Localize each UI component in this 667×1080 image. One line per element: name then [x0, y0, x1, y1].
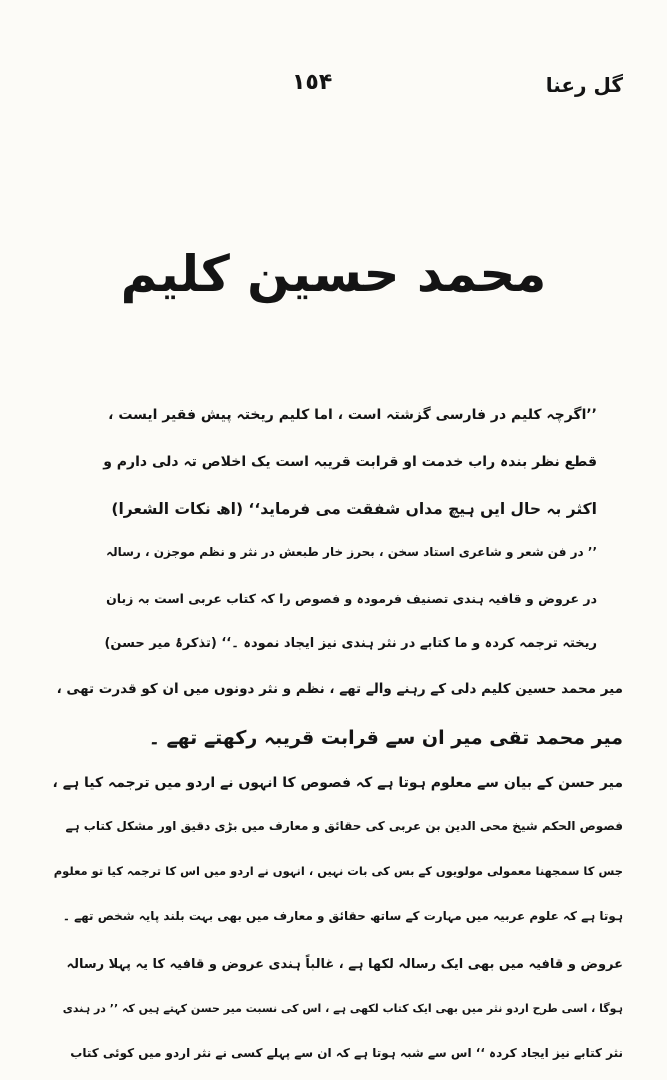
- text-line-4: ’’ در فن شعر و شاعری استاد سخن ، بحرز خار طبعش در نثر و نظم موجزن ، رسالہ: [106, 545, 597, 559]
- text-line-5: در عروض و قافیہ ہندی تصنیف فرمودہ و فصوص را کہ کتاب عربی است بہ زبان: [106, 591, 597, 606]
- text-line-6: ریختہ ترجمہ کردہ و ما کتابے در نثر ہندی نیز ایجاد نمودہ ۔‘‘ (تذکرۂ میر حسن): [104, 636, 597, 651]
- page-number: ١٥۴: [292, 70, 333, 95]
- text-line-10: فصوص الحکم شیخ محی الدین بن عربی کی حقائق و معارف میں بڑی دقیق اور مشکل کتاب ہے: [65, 819, 623, 833]
- text-line-14: ہوگا ، اسی طرح اردو نثر میں بھی ایک کتاب لکھی ہے ، اس کی نسبت میر حسن کہتے ہیں کہ ’’ در ہندی: [62, 1002, 623, 1015]
- text-line-15: نثر کتابے نیز ایجاد کردہ ‘‘ اس سے شبہ ہوتا ہے کہ ان سے پہلے کسی نے نثر اردو میں کوئی کتاب: [70, 1046, 623, 1060]
- text-line-9: میر حسن کے بیان سے معلوم ہوتا ہے کہ فصوص کا انہوں نے اردو میں ترجمہ کیا ہے ،: [52, 775, 623, 791]
- text-line-2: قطع نظر بندہ راب خدمت او قرابت قریبہ است یک اخلاص تہ دلی دارم و: [103, 454, 597, 470]
- chapter-title: محمد حسین کلیم: [120, 245, 547, 303]
- text-line-3: اکثر بہ حال ایں ہیچ مداں شفقت می فرماید‘‘ (اھ نکات الشعرا): [111, 500, 597, 518]
- text-line-7: میر محمد حسین کلیم دلی کے رہنے والے تھے ، نظم و نثر دونوں میں ان کو قدرت تھی ،: [56, 681, 623, 697]
- text-line-11: جس کا سمجھنا معمولی مولویوں کے بس کی بات نہیں ، انہوں نے اردو میں اس کا ترجمہ کیا تو معلوم: [53, 864, 623, 878]
- text-line-12: ہوتا ہے کہ علوم عربیہ میں مہارت کے ساتھ حقائق و معارف میں بھی بہت بلند پایہ شخص تھے ۔: [62, 909, 623, 923]
- text-line-1: ’’اگرچہ کلیم در فارسی گزشتہ است ، اما کلیم ریختہ پیش فقیر ایست ،: [108, 407, 597, 423]
- running-title: گل رعنا: [545, 73, 623, 97]
- text-line-8: میر محمد تقی میر ان سے قرابت قریبہ رکھتے تھے ۔: [148, 727, 623, 749]
- text-line-13: عروض و قافیہ میں بھی ایک رسالہ لکھا ہے ، غالباً ہندی عروض و قافیہ کا یہ پہلا رسالہ: [66, 957, 623, 972]
